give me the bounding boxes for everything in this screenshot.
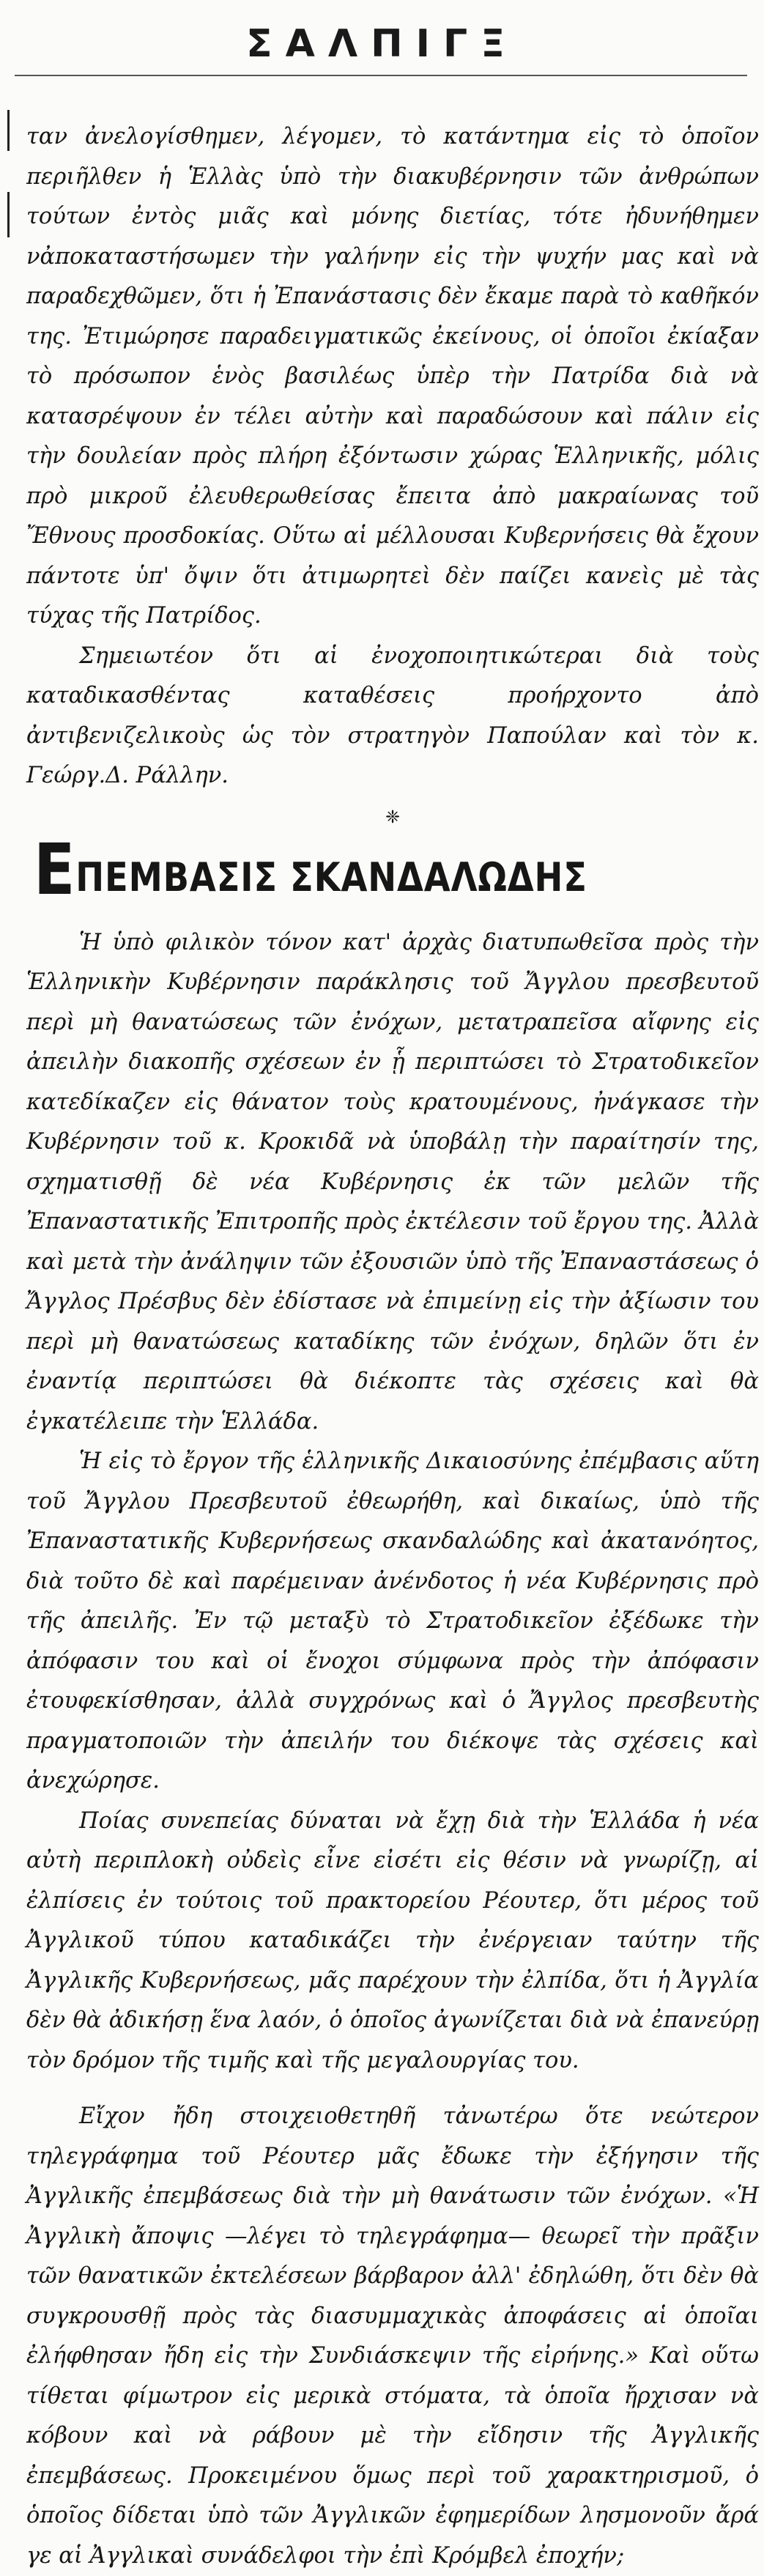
article-paragraph: Εἴχον ἤδη στοιχειοθετηθῆ τἀνωτέρω ὅτε νεώτερον τηλεγράφημα τοῦ Ρέουτερ μᾶς ἔδωκε τὴν ἐξήγησιν τῆς Ἀγγλικῆς ἐπεμβάσεως διὰ τὴν μὴ θανάτωσιν τῶν ἐνόχων. «Ἡ Ἀγγλικὴ ἄποψις —λέγει τὸ τηλεγράφημα— θεωρεῖ τὴν πρᾶξιν τῶν θανατικῶν ἐκτελέσεων βάρβαρον ἀλλ' ἐδηλώθη, ὅτι δὲν θὰ συγκρουσθῇ πρὸς τὰς διασυμμαχικὰς ἀποφάσεις αἱ ὁποῖαι ἐλήφθησαν ἤδη εἰς τὴν Συνδιάσκεψιν τῆς εἰρήνης.» Καὶ οὕτω τίθεται φίμωτρον εἰς μερικὰ στόματα, τὰ ὁποῖα ἤρχισαν νὰ κόβουν καὶ νὰ ράβουν μὲ τὴν εἴδησιν τῆς Ἀγγλικῆς ἐπεμβάσεως. Προκειμένου ὅμως περὶ τοῦ χαρακτηρισμοῦ, ὁ ὁποῖος δίδεται ὑπὸ τῶν Ἀγγλικῶν ἐφημερίδων λησμονοῦν ἄρά γε αἱ Ἀγγλικαὶ συνάδελφοι τὴν ἐπὶ Κρόμβελ ἐποχήν; — [26, 2103, 759, 2569]
article-paragraph: Ἡ εἰς τὸ ἔργον τῆς ἑλληνικῆς Δικαιοσύνης ἐπέμβασις αὕτη τοῦ Ἄγγλου Πρεσβευτοῦ ἐθεωρήθη, καὶ δικαίως, ὑπὸ τῆς Ἐπαναστατικῆς Κυβερνήσεως σκανδαλώδης καὶ ἀκατανόητος, διὰ τοῦτο δὲ καὶ παρέμειναν ἀνένδοτος ἡ νέα Κυβέρνησις πρὸ τῆς ἀπειλῆς. Ἐν τῷ μεταξὺ τὸ Στρατοδικεῖον ἐξέδωκε τὴν ἀπόφασιν του καὶ οἱ ἔνοχοι σύμφωνα πρὸς τὴν ἀπόφασιν ἐτουφεκίσθησαν, ἀλλὰ συγχρόνως καὶ ὁ Ἄγγλος πρεσβευτὴς πραγματοποιῶν τὴν ἀπειλήν του διέκοψε τὰς σχέσεις καὶ ἀνεχώρησε. — [26, 1448, 759, 1794]
article-paragraph: Ποίας συνεπείας δύναται νὰ ἔχῃ διὰ τὴν Ἑλλάδα ἡ νέα αὐτὴ περιπλοκὴ οὐδεὶς εἶνε εἰσέτι εἰς θέσιν νὰ γνωρίζῃ, αἱ ἐλπίσεις ἐν τούτοις τοῦ πρακτορείου Ρέουτερ, ὅτι μέρος τοῦ Ἀγγλικοῦ τύπου καταδικάζει τὴν ἐνέργειαν ταύτην τῆς Ἀγγλικῆς Κυβερνήσεως, μᾶς παρέχουν τὴν ἐλπίδα, ὅτι ἡ Ἀγγλία δὲν θὰ ἀδικήσῃ ἕνα λαόν, ὁ ὁποῖος ἀγωνίζεται διὰ νὰ ἐπανεύρῃ τὸν δρόμον τῆς τιμῆς καὶ τῆς μεγαλουργίας του. — [26, 1807, 759, 2073]
article-paragraph: Σημειωτέον ὅτι αἱ ἐνοχοποιητικώτεραι διὰ τοὺς καταδικασθέντας καταθέσεις προήρχοντο ἀπὸ ἀντιβενιζελικοὺς ὡς τὸν στρατηγὸν Παπούλαν καὶ τὸν κ. Γεώργ.Δ. Ράλλην. — [26, 643, 759, 788]
masthead-area — [0, 0, 764, 79]
margin-mark-top — [7, 110, 10, 151]
headline-initial: Ε — [34, 828, 76, 911]
article-headline — [34, 828, 657, 911]
header-rule — [15, 75, 747, 76]
headline-text: ΠΕΜΒΑΣΙΣ ΣΚΑΝΔΑΛΩΔΗΣ — [75, 854, 587, 900]
section-separator: ❈ — [385, 806, 401, 827]
article-paragraph: ταν ἀνελογίσθημεν, λέγομεν, τὸ κατάντημα εἰς τὸ ὁποῖον περιῆλθεν ἡ Ἑλλὰς ὑπὸ τὴν διακυβέρνησιν τῶν ἀνθρώπων τούτων ἐντὸς μιᾶς καὶ μόνης διετίας, τότε ἠδυνήθημεν νἀποκαταστήσωμεν τὴν γαλήνην εἰς τὴν ψυχήν μας καὶ νὰ παραδεχθῶμεν, ὅτι ἡ Ἐπανάστασις δὲν ἔκαμε παρὰ τὸ καθῆκόν της. Ἐτιμώρησε παραδειγματικῶς ἐκείνους, οἱ ὁποῖοι ἐκίαξαν τὸ πρόσωπον ἑνὸς βασιλέως ὑπὲρ τὴν Πατρίδα διὰ νὰ κατασρέψουν ἐν τέλει αὐτὴν καὶ παραδώσουν καὶ πάλιν εἰς τὴν δουλείαν πρὸς πλήρη ἐξόντωσιν χώρας Ἑλληνικῆς, μόλις πρὸ μικροῦ ἐλευθερωθείσας ἔπειτα ἀπὸ μακραίωνας τοῦ Ἔθνους προσδοκίας. Οὕτω αἱ μέλλουσαι Κυβερνήσεις θὰ ἔχουν πάντοτε ὑπ' ὄψιν ὅτι ἀτιμωρητεὶ δὲν παίζει κανεὶς μὲ τὰς τύχας τῆς Πατρίδος. — [26, 124, 759, 629]
article-column — [26, 117, 759, 2576]
masthead-title: ΣΑΛΠΙΓΞ — [246, 22, 518, 66]
article-paragraph: Ἡ ὑπὸ φιλικὸν τόνον κατ' ἀρχὰς διατυπωθεῖσα πρὸς τὴν Ἑλληνικὴν Κυβέρνησιν παράκλησις τοῦ Ἄγγλου πρεσβευτοῦ περὶ μὴ θανατώσεως τῶν ἐνόχων, μετατραπεῖσα αἴφνης εἰς ἀπειλὴν διακοπῆς σχέσεων ἐν ᾗ περιπτώσει τὸ Στρατοδικεῖον κατεδίκαζεν εἰς θάνατον τοὺς κρατουμένους, ἠνάγκασε τὴν Κυβέρνησιν τοῦ κ. Κροκιδᾶ νὰ ὑποβάλῃ τὴν παραίτησίν της, σχηματισθῇ δὲ νέα Κυβέρνησις ἐκ τῶν μελῶν τῆς Ἐπαναστατικῆς Ἐπιτροπῆς πρὸς ἐκτέλεσιν τοῦ ἔργου της. Ἀλλὰ καὶ μετὰ τὴν ἀνάληψιν τῶν ἐξουσιῶν ὑπὸ τῆς Ἐπαναστάσεως ὁ Ἄγγλος Πρέσβυς δὲν ἐδίστασε νὰ ἐπιμείνῃ εἰς τὴν ἀξίωσιν του περὶ μὴ θανατώσεως καταδίκης τῶν ἐνόχων, δηλῶν ὅτι ἐν ἐναντίᾳ περιπτώσει θὰ διέκοπτε τὰς σχέσεις καὶ θὰ ἐγκατέλειπε τὴν Ἑλλάδα. — [26, 929, 759, 1435]
margin-mark-upper — [7, 192, 10, 237]
